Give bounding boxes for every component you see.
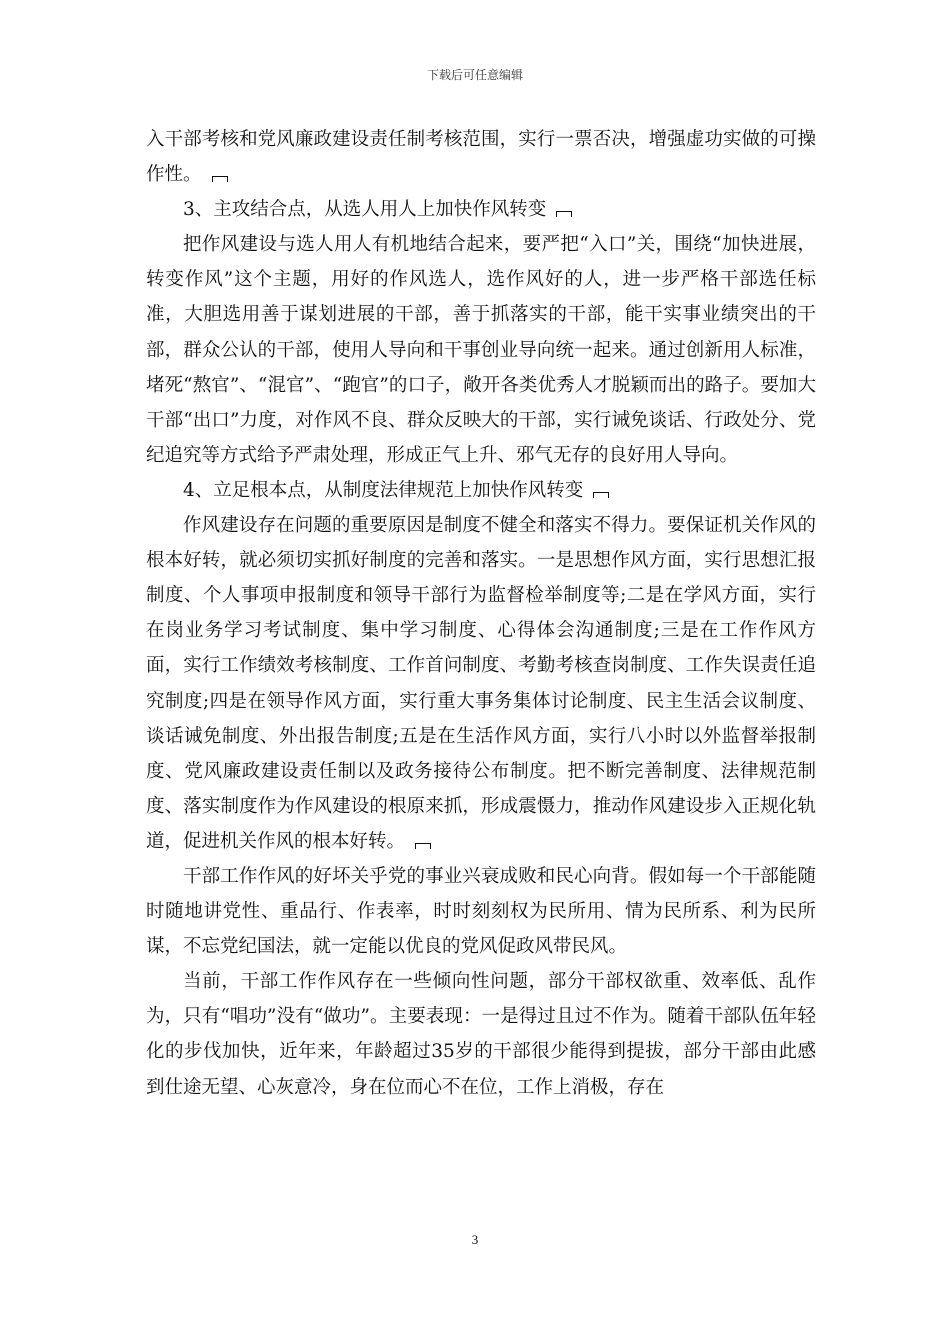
page-number: 3 xyxy=(471,1232,479,1247)
paragraph-2 xyxy=(146,227,816,473)
paragraph-4 xyxy=(146,859,816,964)
paragraph-text: 作风建设存在问题的重要原因是制度不健全和落实不得力。要保证机关作风的根本好转，就必须切实抓好制度的完善和落实。一是思想作风方面，实行思想汇报制度、个人事项申报制度和领导干部行为监督检举制度等;二是在学风方面，实行在岗业务学习考试制度、集中学习制度、心得体会沟通制度;三是在工作作风方面，实行工作绩效考核制度、工作首问制度、考勤考核查岗制度、工作失误责任追究制度;四是在领导作风方面，实行重大事务集体讨论制度、民主生活会议制度、谈话诫免制度、外出报告制度;五是在生活作风方面，实行八小时以外监督举报制度、党风廉政建设责任制以及政务接待公布制度。把不断完善制度、法律规范制度、落实制度作为作风建设的根原来抓，形成震慑力，推动作风建设步入正规化轨道，促进机关作风的根本好转。 xyxy=(146,515,816,852)
paragraph-text: 4、立足根本点，从制度法律规范上加快作风转变 xyxy=(183,479,584,501)
paragraph-text: 把作风建设与选人用人有机地结合起来，要严把“入口”关，围绕“加快进展，转变作风”这个主题，用好的作风选人，选作风好的人，进一步严格干部选任标准，大胆选用善于谋划进展的干部，善于抓落实的干部，能干实事业绩突出的干部，群众公认的干部，使用人导向和干事创业导向统一起来。通过创新用人标准，堵死“熬官”、“混官”、“跑官”的口子，敞开各类优秀人才脱颖而出的路子。要加大干部“出口”力度，对作风不良、群众反映大的干部，实行诫免谈话、行政处分、党纪追究等方式给予严肃处理，形成正气上升、邪气无存的良好用人导向。 xyxy=(146,234,816,466)
paragraph-text: 3、主攻结合点，从选人用人上加快作风转变 xyxy=(183,199,547,221)
section-heading-4 xyxy=(146,473,816,508)
paragraph-mark-icon xyxy=(212,176,228,182)
paragraph-mark-icon xyxy=(556,211,572,217)
paragraph-5 xyxy=(146,964,816,1104)
paragraph-text: 入干部考核和党风廉政建设责任制考核范围，实行一票否决，增强虚功实做的可操作性。 xyxy=(146,129,816,186)
document-body xyxy=(146,122,816,1105)
page-header: 下载后可任意编辑 xyxy=(426,68,523,82)
paragraph-text: 当前，干部工作作风存在一些倾向性问题，部分干部权欲重、效率低、乱作为，只有“唱功”没有“做功”。主要表现：一是得过且过不作为。随着干部队伍年轻化的步伐加快，近年来，年龄超过35岁的干部很少能得到提拔，部分干部由此感到仕途无望、心灰意冷，身在位而心不在位，工作上消极，存在 xyxy=(146,971,816,1098)
section-heading-3 xyxy=(146,192,816,227)
paragraph-3 xyxy=(146,508,816,859)
paragraph-mark-icon xyxy=(415,843,431,849)
paragraph-mark-icon xyxy=(593,492,609,498)
paragraph-1 xyxy=(146,122,816,192)
paragraph-text: 干部工作作风的好坏关乎党的事业兴衰成败和民心向背。假如每一个干部能随时随地讲党性、重品行、作表率，时时刻刻权为民所用、情为民所系、利为民所谋，不忘党纪国法，就一定能以优良的党风促政风带民风。 xyxy=(146,865,816,958)
